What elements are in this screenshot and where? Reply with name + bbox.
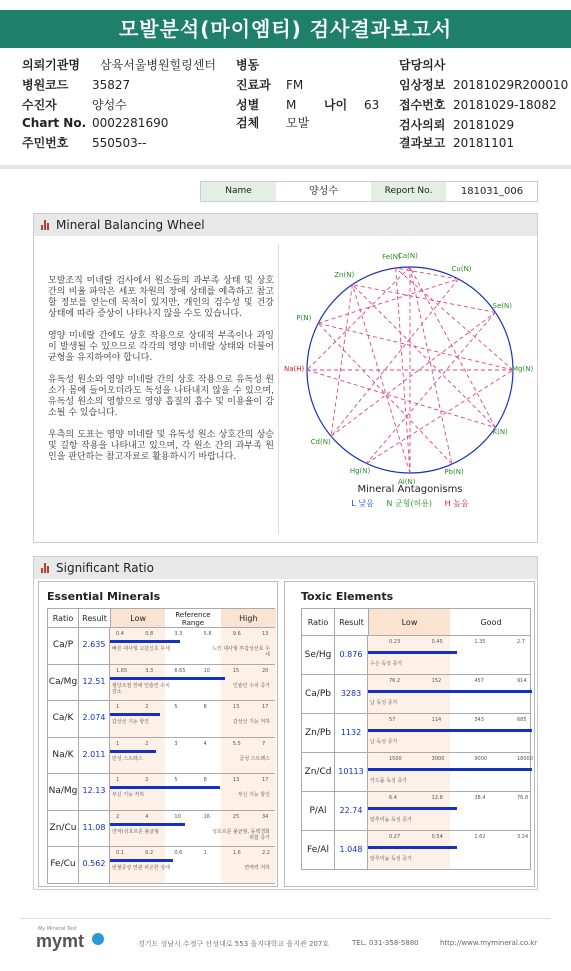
institution-label: 의뢰기관명: [22, 58, 80, 72]
ratio-name: Zn/Cu: [49, 822, 77, 833]
ratio-bar: [110, 750, 156, 753]
toxic-title: Toxic Elements: [301, 590, 394, 603]
element-label: Al(N): [398, 478, 416, 486]
tick-label: 76.2: [389, 678, 401, 684]
ratio-name: Se/Hg: [304, 650, 332, 660]
tick-label: 15: [232, 667, 240, 674]
table-row: [301, 831, 531, 870]
tick-label: 1500: [389, 756, 402, 762]
low-note: 만성 스트레스: [112, 755, 143, 762]
element-label: Fe(N): [382, 253, 401, 262]
tick-label: 13: [232, 777, 240, 783]
resident-row: [22, 134, 146, 151]
receipt-label: 접수번호: [399, 98, 446, 112]
report-title: 모발분석(마이엠티) 검사결과보고서: [0, 10, 571, 48]
tick-label: 12.8: [431, 795, 443, 801]
tick-label: 1.6: [232, 850, 241, 856]
antagonism-line: [331, 279, 458, 436]
tick-label: 914: [517, 678, 527, 684]
hospital-code-value: 35827: [92, 78, 131, 92]
tick-label: 3000: [431, 756, 445, 762]
sex-label: 성별: [236, 98, 260, 112]
col-result: Result: [334, 609, 368, 637]
request-value: 20181029: [453, 118, 515, 132]
receipt-value: 20181029-18082: [453, 98, 557, 112]
logo: mymt: [36, 931, 85, 951]
ratio-bar: [110, 640, 180, 643]
ratio-name: Ca/P: [52, 640, 74, 650]
logo-small: My Mineral Test: [38, 926, 77, 932]
wheel-text: [42, 244, 279, 534]
ratio-result: 1.048: [334, 831, 368, 869]
doctor-row: [399, 56, 445, 73]
tick-label: 17: [262, 704, 269, 710]
tick-label: 10: [174, 813, 181, 820]
request-label: 검사의뢰: [399, 118, 446, 132]
tick-label: 2.2: [262, 850, 270, 856]
element-label: K(N): [492, 428, 508, 437]
element-label: Cu(N): [451, 265, 472, 274]
dept-label: 진료과: [236, 78, 271, 92]
chart-icon: [41, 563, 51, 573]
divider: [0, 165, 571, 169]
antagonism-line: [396, 268, 459, 279]
ratio-bar: [368, 846, 457, 849]
col-high: High: [221, 609, 276, 627]
tick-label: 1: [116, 777, 120, 783]
table-row: [301, 675, 531, 714]
tick-label: 13: [232, 704, 240, 710]
chart-row: [22, 116, 168, 130]
ratio-section: [33, 556, 538, 890]
tick-label: 2: [145, 740, 149, 747]
table-row: [301, 792, 531, 831]
legend-high: H 높음: [444, 499, 469, 508]
tick-label: 8: [203, 704, 207, 710]
result-row: [399, 134, 514, 151]
tick-label: 8: [203, 777, 207, 783]
tick-label: 114: [431, 717, 442, 723]
ward-label: 병동: [236, 58, 260, 72]
table-row: [47, 774, 275, 811]
low-note: 빠른 대사형 고갈신호 우세: [112, 646, 170, 652]
wheel-paragraph: 모발조직 미네랄 검사에서 원소들의 과부족 상태 및 상호간의 비율 파악은 세포 차원의 장애 상태를 예측하고 참고할 정보를 얻는데 목적이 있지만, 개인의 검수성 및 건강 상태에 따라 증상이 나타나지 않을 수도 있습니다.: [48, 276, 274, 319]
wheel-legend: [284, 498, 536, 509]
result-label: 결과보고: [399, 136, 446, 150]
ratio-result: 12.13: [78, 774, 110, 810]
examinee-value: 양성수: [92, 98, 127, 112]
tick-label: 3.3: [174, 631, 183, 637]
ratio-result: 2.011: [78, 738, 110, 774]
toxic-note: 납 독성 증가: [370, 700, 398, 706]
tick-label: 6.65: [174, 667, 186, 674]
toxic-note: 수은 독성 증가: [370, 661, 403, 667]
tick-label: 1: [116, 740, 120, 747]
antagonism-line: [318, 323, 513, 370]
name-value: 양성수: [309, 186, 338, 197]
report-value: 181031_006: [460, 186, 524, 197]
ratio-section-header: [34, 557, 537, 579]
hospital-code-label: 병원코드: [22, 78, 69, 92]
ratio-result: 11.08: [78, 811, 110, 847]
tick-label: 25: [232, 813, 240, 820]
essential-table: [47, 608, 275, 884]
tick-label: 0.54: [431, 834, 443, 840]
toxic-note: 알루미늄 독성 증가: [370, 817, 412, 823]
element-label: Cd(N): [310, 437, 331, 446]
ratio-name: Zn/Cd: [304, 767, 332, 777]
col-ref: Reference Range: [175, 611, 211, 627]
tick-label: 1: [116, 704, 120, 710]
ratio-name: Ca/Mg: [48, 676, 78, 687]
table-row: [301, 714, 531, 753]
logo-mark-icon: [92, 933, 104, 945]
receipt-row: [399, 96, 557, 113]
tick-label: 38.4: [474, 795, 486, 801]
element-label: Na(H): [284, 365, 305, 373]
mineral-wheel: [284, 244, 536, 540]
ratio-bar: [110, 859, 173, 862]
toxic-panel: [284, 581, 535, 887]
table-row: [301, 753, 531, 792]
tick-label: 2: [145, 704, 149, 710]
specimen-row: [236, 114, 309, 131]
wheel-section-title: Mineral Balancing Wheel: [56, 218, 205, 232]
ratio-name: Ca/K: [52, 713, 74, 723]
ratio-result: 2.635: [78, 628, 110, 664]
ratio-bar: [110, 713, 160, 716]
ratio-name: Na/Mg: [48, 786, 78, 796]
tick-label: 0.4: [116, 631, 124, 637]
age-value: 63: [364, 98, 380, 112]
sex-value: M: [286, 98, 297, 112]
ratio-name: Ca/Pb: [305, 689, 331, 699]
tick-label: 0.27: [389, 834, 401, 840]
sex-row: [236, 96, 379, 113]
institution-value: 삼육서울병원힐링센터: [100, 58, 216, 72]
table-row: [47, 665, 275, 702]
high-note: 느린 대사형 부갑상선호 우세: [212, 646, 270, 658]
tick-label: 152: [431, 678, 442, 684]
dept-value: FM: [286, 78, 304, 92]
toxic-header: [301, 608, 531, 636]
footer: [0, 912, 571, 971]
clinical-row: [399, 76, 568, 93]
ratio-name: Zn/Pb: [304, 728, 332, 738]
ratio-name: Fe/Cu: [50, 859, 76, 869]
doctor-label: 담당의사: [399, 58, 446, 72]
ratio-bar: [110, 786, 220, 789]
wheel-paragraph: 영양 미네랄 간에도 상호 작용으로 상대적 부족이나 과잉이 발생될 수 있으므로 각각의 영양 미네랄 상태와 더불어 균형을 유지하여야 합니다.: [48, 331, 274, 363]
tick-label: 1: [203, 850, 207, 856]
wheel-section-header: [34, 214, 537, 236]
footer-url[interactable]: http://www.mymineral.co.kr: [440, 939, 538, 947]
ratio-result: 0.876: [334, 636, 368, 674]
antagonism-line: [396, 268, 410, 473]
table-row: [47, 701, 275, 738]
col-ratio: Ratio: [52, 614, 74, 623]
specimen-label: 검체: [236, 116, 260, 130]
tick-label: 17: [262, 777, 269, 783]
tick-label: 4: [145, 813, 149, 820]
chart-value: 0002281690: [92, 116, 169, 130]
low-note: 갑상선 기능 항진: [112, 719, 149, 725]
tick-label: 457: [474, 678, 484, 684]
legend-normal: N 균형(허용): [386, 499, 433, 508]
tick-label: 0.6: [174, 850, 183, 856]
tick-label: 1.62: [474, 834, 486, 840]
ratio-name: Fe/Al: [307, 845, 329, 855]
name-label: Name: [201, 182, 276, 201]
ratio-result: 2.074: [78, 701, 110, 737]
chart-icon: [41, 220, 51, 230]
low-note: 빈혈증상 연관 피곤한 상태: [112, 865, 170, 871]
high-note: 인슐린 수치 증가: [233, 682, 270, 689]
antagonism-line: [410, 267, 452, 464]
tick-label: 20: [262, 667, 269, 674]
ratio-name: Na/K: [52, 749, 74, 760]
low-note: 부신 기능 저하: [112, 792, 145, 798]
request-row: [399, 116, 514, 133]
ratio-result: 12.51: [78, 665, 110, 701]
tick-label: 2: [116, 813, 120, 820]
col-result: Result: [78, 609, 110, 629]
name-bar: [200, 181, 538, 202]
ward-row: [236, 56, 259, 73]
tick-label: 3.24: [517, 834, 529, 840]
tick-label: 1.35: [474, 639, 486, 645]
dept-row: [236, 76, 303, 93]
age-label: 나이: [324, 98, 348, 112]
element-label: Pb(N): [444, 468, 464, 477]
antagonism-line: [307, 267, 410, 370]
table-row: [47, 628, 275, 665]
high-note: 갑상선 기능 저하: [233, 719, 270, 725]
table-row: [47, 847, 275, 884]
antagonism-line: [318, 323, 452, 464]
ratio-name: P/Al: [309, 806, 327, 816]
col-ratio: Ratio: [307, 618, 329, 627]
high-note: 성호르몬 불균형, 동맥경화 위험 증가: [212, 828, 270, 841]
element-label: Mg(N): [512, 365, 534, 373]
tick-label: 5.8: [203, 631, 212, 637]
toxic-note: 납 독성 증가: [370, 739, 398, 745]
legend-low: L 낮음: [351, 499, 374, 508]
ratio-bar: [368, 690, 532, 693]
tick-label: 13: [262, 631, 269, 637]
toxic-note: 카드뮴 독성 증가: [370, 778, 407, 784]
antagonism-line: [331, 312, 495, 436]
high-note: 급성 스트레스: [239, 755, 270, 762]
hospital-code-row: [22, 76, 130, 93]
resident-value: 550503--: [92, 136, 147, 150]
clinical-label: 임상정보: [399, 78, 446, 92]
ratio-section-title: Significant Ratio: [56, 561, 154, 575]
element-label: P(N): [296, 313, 312, 322]
toxic-note: 알루미늄 독성 증가: [370, 856, 412, 862]
result-value: 20181101: [453, 136, 515, 150]
col-good: Good: [480, 618, 502, 627]
tick-label: 18000: [517, 756, 533, 762]
tick-label: 4: [203, 740, 207, 747]
col-low: Low: [368, 609, 450, 635]
ratio-bar: [368, 651, 457, 654]
table-row: [47, 738, 275, 775]
tick-label: 5.5: [232, 740, 241, 747]
ratio-bar: [368, 729, 532, 732]
tick-label: 0.2: [145, 850, 154, 856]
essential-panel: [38, 581, 278, 887]
tick-label: 5: [174, 777, 178, 783]
examinee-row: [22, 96, 127, 113]
tick-label: 1.65: [116, 667, 128, 674]
tick-label: 34: [262, 813, 269, 820]
wheel-paragraph: 우측의 도표는 영양 미네랄 및 유독성 원소 상호간의 상승 및 길항 작용을 나타내고 있으며, 각 원소 간의 과부족 원인을 판단하는 참고자료로 활용하시기 바랍니다.: [48, 430, 274, 462]
ratio-result: 10113: [334, 753, 368, 791]
footer-tel: TEL. 031-358-5880: [352, 939, 419, 947]
antagonism-line: [410, 267, 495, 428]
ratio-result: 3283: [334, 675, 368, 713]
wheel-paragraph: 유독성 원소와 영양 미네랄 간의 상호 작용으로 유독성 원소가 몸에 들어오더라도 독성을 나타내지 않을 수 있으며, 유독성 원소의 영향으로 영양 흡질의 흡수 및 이용율이 감소될 수 있습니다.: [48, 375, 274, 418]
essential-title: Essential Minerals: [47, 590, 161, 603]
tick-label: 10: [203, 667, 210, 674]
table-row: [301, 636, 531, 675]
tick-label: 2.7: [517, 639, 525, 645]
element-label: Se(N): [492, 301, 512, 310]
tick-label: 6.4: [389, 795, 397, 801]
tick-label: 16: [203, 813, 210, 820]
wheel-section: [33, 213, 538, 543]
specimen-value: 모발: [286, 116, 310, 130]
element-label: Hg(N): [349, 467, 371, 476]
resident-label: 주민번호: [22, 136, 69, 150]
ratio-result: 22.74: [334, 792, 368, 830]
high-note: 부신 기능 항진: [237, 792, 270, 798]
tick-label: 343: [474, 717, 484, 723]
toxic-table: [301, 608, 531, 866]
ratio-bar: [368, 768, 532, 771]
ratio-bar: [368, 807, 457, 810]
tick-label: 5: [174, 704, 178, 710]
tick-label: 7: [262, 740, 266, 747]
footer-address: 경기도 성남시 수정구 산성대로 553 을지대학교 을지관 207호: [138, 940, 330, 948]
examinee-label: 수진자: [22, 98, 57, 112]
tick-label: 685: [517, 717, 527, 723]
antagonism-line: [366, 312, 495, 463]
high-note: 면역력 저하: [244, 865, 270, 871]
institution-row: [22, 56, 216, 73]
element-label: Ca(N): [398, 252, 418, 260]
ratio-bar: [110, 823, 185, 826]
element-label: Zn(N): [334, 271, 355, 280]
essential-header: [47, 608, 275, 628]
wheel-title: Mineral Antagonisms: [357, 484, 463, 495]
ratio-result: 1132: [334, 714, 368, 752]
tick-label: 0.1: [116, 850, 124, 856]
tick-label: 2: [145, 777, 149, 783]
ratio-bar: [110, 677, 225, 680]
wheel-diagram: [284, 244, 536, 494]
tick-label: 9.6: [232, 631, 241, 637]
report-label: Report No.: [371, 182, 446, 201]
antagonism-line: [366, 370, 513, 463]
antagonism-line: [331, 285, 352, 437]
tick-label: 3.3: [145, 667, 154, 674]
tick-label: 3: [174, 740, 178, 747]
low-note: 혈당조절 장애 인슐린 수치 감소: [112, 682, 170, 695]
ratio-result: 0.562: [78, 847, 110, 883]
tick-label: 0.45: [431, 639, 443, 645]
table-row: [47, 811, 275, 848]
tick-label: 57: [389, 717, 396, 723]
clinical-value: 20181029R200010: [453, 78, 569, 92]
tick-label: 0.8: [145, 631, 154, 637]
tick-label: 76.8: [517, 795, 529, 801]
tick-label: 0.23: [389, 639, 401, 645]
tick-label: 9000: [474, 756, 488, 762]
chart-label: Chart No.: [22, 116, 87, 130]
col-low: Low: [110, 609, 165, 627]
low-note: 면역(성호르몬 불균형: [112, 828, 160, 835]
